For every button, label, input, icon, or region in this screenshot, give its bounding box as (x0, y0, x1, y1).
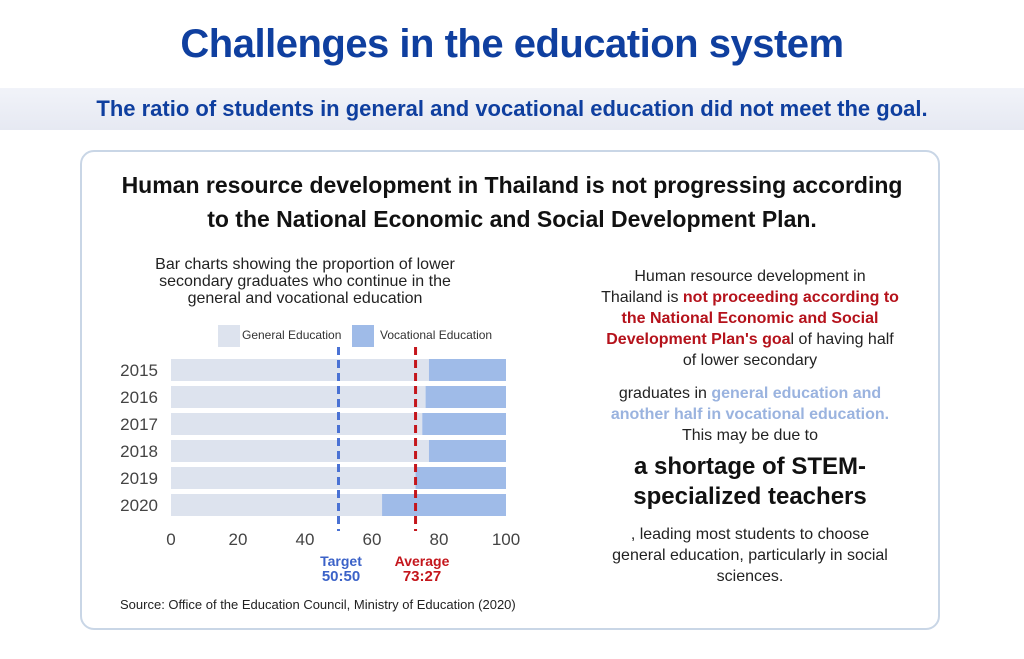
bar-vocational-2016 (426, 386, 506, 408)
chart-caption (110, 256, 500, 307)
explain-highlight-red: Development Plan's goa (606, 331, 791, 348)
explain-line: This may be due to (681, 427, 819, 444)
card-heading-line1: Human resource development in Thailand is not progressing according (121, 172, 903, 198)
page-title: Challenges in the education system (180, 22, 844, 66)
emphasis-line2: specialized teachers (633, 483, 867, 510)
target-label-name: Target (320, 553, 362, 569)
chart-caption-line1: Bar charts showing the proportion of lower (155, 256, 455, 273)
average-label-name: Average (394, 553, 450, 569)
bar-general-2015 (171, 359, 429, 381)
x-tick-label: 40 (295, 530, 315, 549)
average-annotation (384, 553, 460, 585)
target-label-value: 50:50 (321, 568, 361, 585)
legend-label-vocational: Vocational Education (380, 328, 493, 342)
legend-swatch-vocational (352, 325, 374, 347)
x-tick-label: 80 (429, 530, 449, 549)
explain-highlight-red: the National Economic and Social (621, 310, 879, 327)
legend-swatch-general (218, 325, 240, 347)
explain-line: , leading most students to choose (630, 526, 870, 543)
explain-line (580, 329, 920, 350)
explain-highlight-blue: another half in vocational education. (610, 406, 890, 423)
x-tick-label: 0 (166, 530, 176, 549)
emphasis-text (580, 452, 920, 512)
explanation-paragraph-1 (580, 266, 920, 371)
explain-line (580, 287, 920, 308)
year-label-2015: 2015 (120, 361, 158, 380)
explanation-paragraph-2 (580, 383, 920, 446)
card-heading-line2: to the National Economic and Social Development Plan. (207, 206, 817, 232)
explain-highlight-blue: general education and (711, 385, 882, 402)
explain-text: graduates in (618, 385, 712, 402)
bar-general-2020 (171, 494, 382, 516)
bar-general-2017 (171, 413, 422, 435)
explain-line: of lower secondary (682, 352, 818, 369)
source-note: Source: Office of the Education Council, Ministry of Education (2020) (120, 597, 516, 612)
bar-chart (100, 345, 530, 555)
average-label-value: 73:27 (402, 568, 442, 585)
target-annotation (306, 553, 376, 585)
x-tick-label: 20 (228, 530, 248, 549)
explain-line: general education, particularly in social (612, 547, 888, 564)
explain-line (580, 383, 920, 404)
explain-line: sciences. (716, 568, 784, 585)
bar-vocational-2018 (429, 440, 506, 462)
explain-line: Human resource development in (634, 268, 866, 285)
x-tick-label: 60 (362, 530, 382, 549)
card-heading (100, 168, 924, 236)
year-label-2016: 2016 (120, 388, 158, 407)
chart-caption-line2: secondary graduates who continue in the (159, 273, 451, 290)
explain-text: Thailand is (601, 289, 683, 306)
chart-caption-line3: general and vocational education (187, 290, 423, 307)
emphasis-line1: a shortage of STEM- (633, 453, 867, 480)
legend-label-general: General Education (242, 328, 342, 342)
bar-vocational-2020 (382, 494, 506, 516)
year-label-2017: 2017 (120, 415, 158, 434)
year-label-2020: 2020 (120, 496, 158, 515)
bar-general-2016 (171, 386, 426, 408)
bar-vocational-2015 (429, 359, 506, 381)
bar-general-2018 (171, 440, 429, 462)
x-tick-label: 100 (491, 530, 521, 549)
year-label-2019: 2019 (120, 469, 158, 488)
explain-highlight-red: not proceeding according to (682, 289, 899, 306)
explain-text: l of having half (790, 331, 894, 348)
year-label-2018: 2018 (120, 442, 158, 461)
bar-general-2019 (171, 467, 416, 489)
bar-vocational-2019 (416, 467, 506, 489)
explanation-paragraph-3 (580, 524, 920, 587)
bar-vocational-2017 (422, 413, 506, 435)
page-subtitle: The ratio of students in general and vocational education did not meet the goal. (96, 96, 928, 121)
